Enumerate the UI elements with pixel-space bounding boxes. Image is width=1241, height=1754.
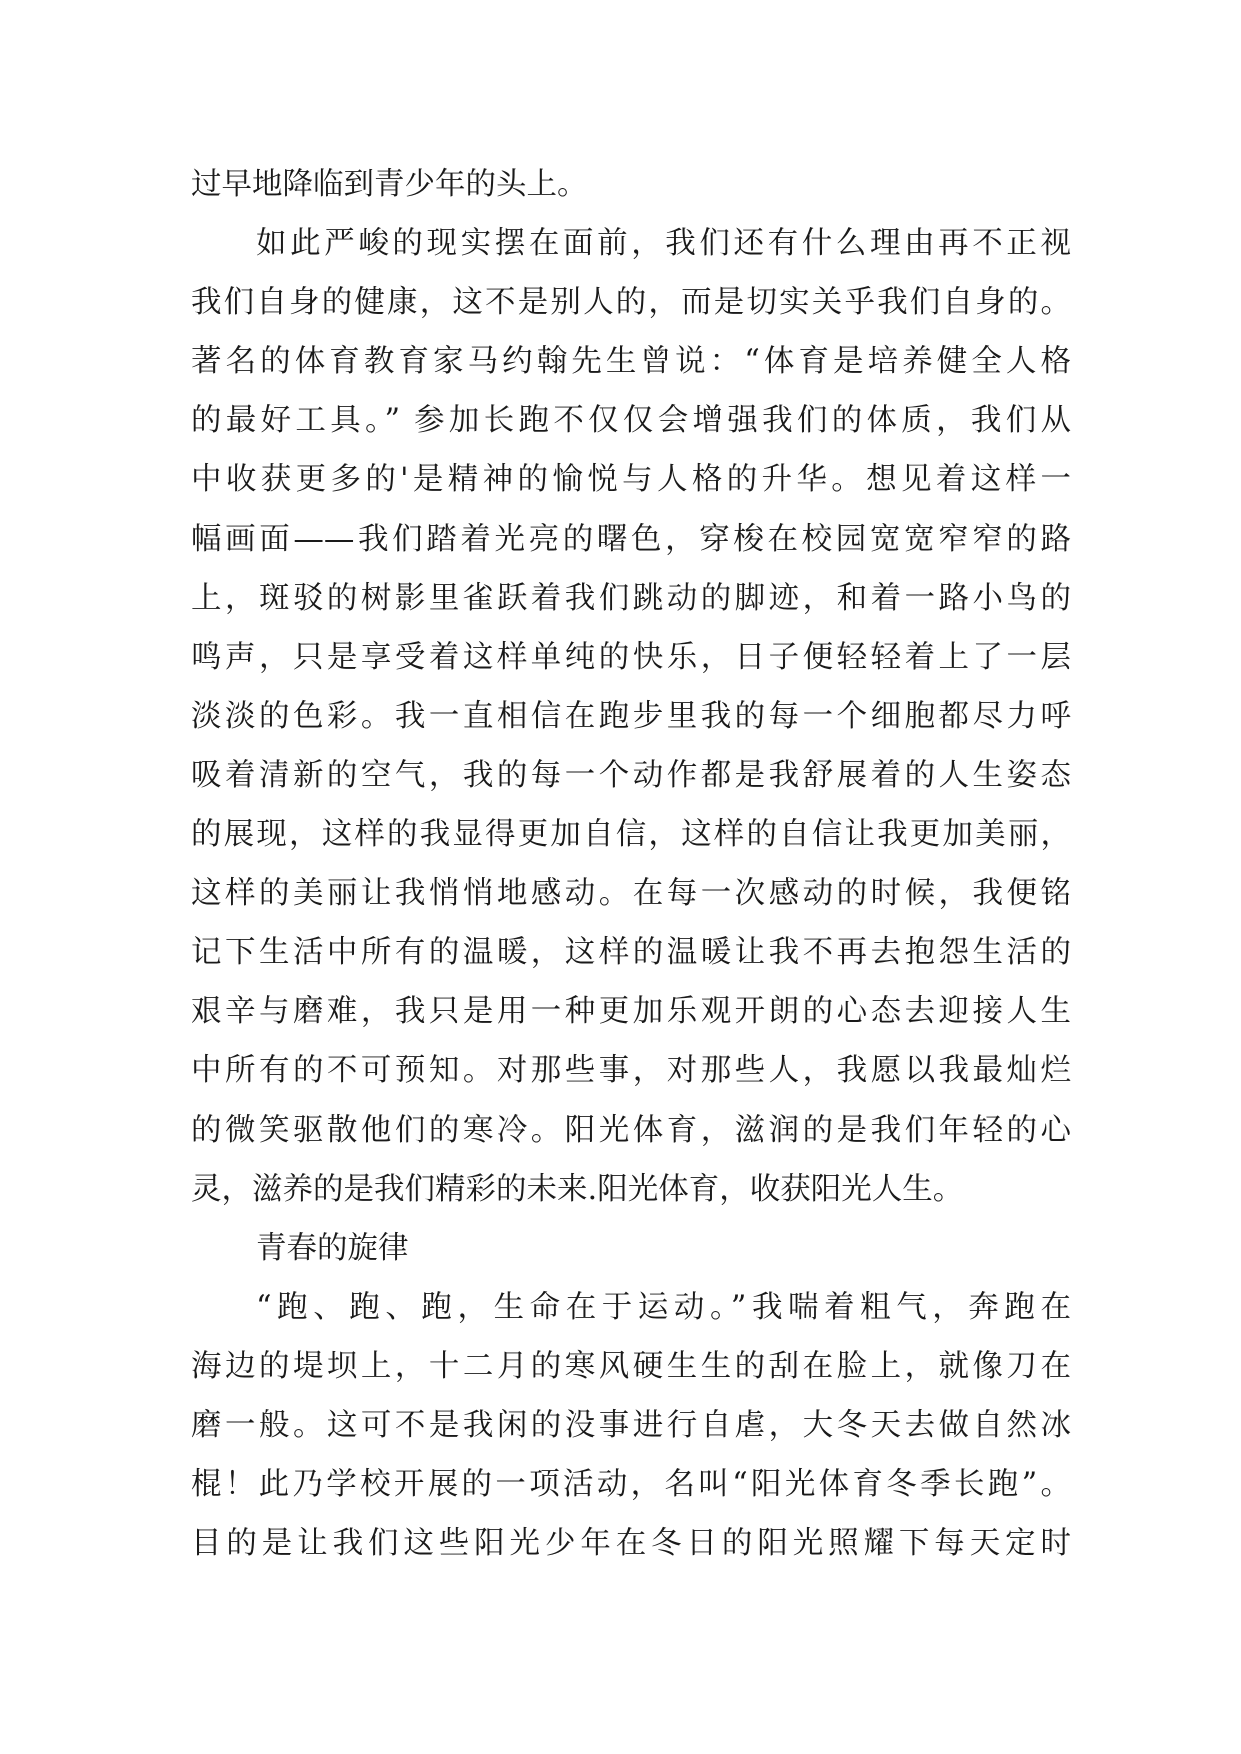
text-line: 棍！此乃学校开展的一项活动，名叫“阳光体育冬季长跑”。 [191,1467,1071,1503]
text-line: 我们自身的健康，这不是别人的，而是切实关乎我们自身的。 [191,285,1071,321]
text-line: 鸣声，只是享受着这样单纯的快乐，日子便轻轻着上了一层 [191,639,1071,675]
text-line: 海边的堤坝上，十二月的寒风硬生生的刮在脸上，就像刀在 [191,1348,1071,1384]
text-line: 记下生活中所有的温暖，这样的温暖让我不再去抱怨生活的 [191,935,1071,971]
text-line: 灵，滋养的是我们精彩的未来.阳光体育，收获阳光人生。 [191,1171,964,1207]
text-line: 这样的美丽让我悄悄地感动。在每一次感动的时候，我便铭 [191,876,1071,912]
body-text [191,155,1071,1573]
text-line: 淡淡的色彩。我一直相信在跑步里我的每一个细胞都尽力呼 [191,698,1071,734]
text-line: 著名的体育教育家马约翰先生曾说：“体育是培养健全人格 [191,344,1071,380]
paragraph-first-line: 如此严峻的现实摆在面前，我们还有什么理由再不正视 [256,226,1071,262]
text-line: 中所有的不可预知。对那些事，对那些人，我愿以我最灿烂 [191,1053,1071,1089]
paragraph-first-line: “跑、跑、跑，生命在于运动。”我喘着粗气，奔跑在 [256,1289,1071,1325]
text-line: 幅画面——我们踏着光亮的曙色，穿梭在校园宽宽窄窄的路 [191,521,1071,557]
text-line: 上，斑驳的树影里雀跃着我们跳动的脚迹，和着一路小鸟的 [191,580,1071,616]
text-line: 的展现，这样的我显得更加自信，这样的自信让我更加美丽， [191,817,1071,853]
text-line: 的微笑驱散他们的寒冷。阳光体育，滋润的是我们年轻的心 [191,1112,1071,1148]
text-line: 艰辛与磨难，我只是用一种更加乐观开朗的心态去迎接人生 [191,994,1071,1030]
text-line: 磨一般。这可不是我闲的没事进行自虐，大冬天去做自然冰 [191,1407,1071,1443]
text-line: 中收获更多的'是精神的愉悦与人格的升华。想见着这样一 [191,462,1071,498]
text-line: 过早地降临到青少年的头上。 [191,167,588,202]
text-line: 目的是让我们这些阳光少年在冬日的阳光照耀下每天定时 [191,1526,1071,1562]
section-heading: 青春的旋律 [256,1230,409,1266]
text-line: 的最好工具。” 参加长跑不仅仅会增强我们的体质，我们从 [191,403,1071,439]
text-line: 吸着清新的空气，我的每一个动作都是我舒展着的人生姿态 [191,757,1071,793]
